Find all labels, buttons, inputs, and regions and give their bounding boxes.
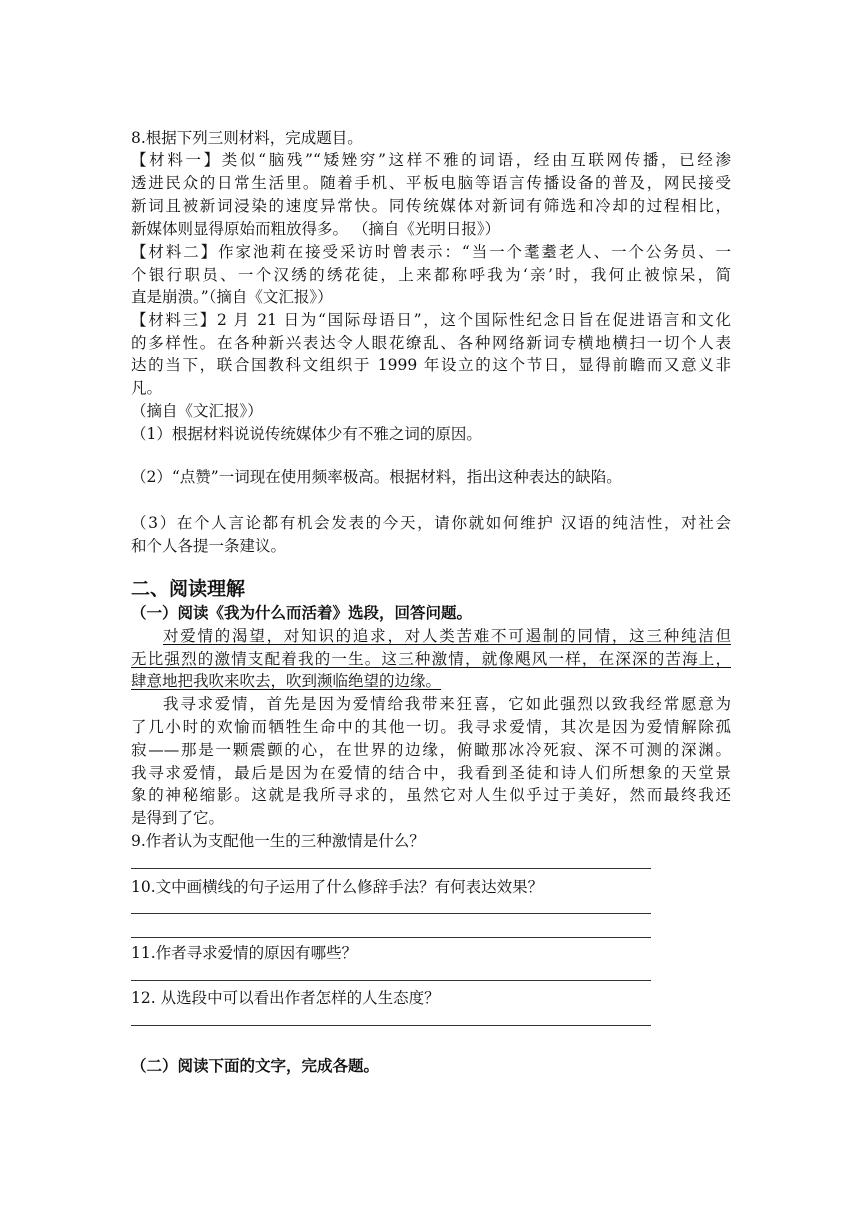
passage-paragraph2-line: 象的神秘缩影。这就是我所寻求的，虽然它对人生似乎过于美好，然而最终我还 xyxy=(131,786,731,804)
q8-sub1: （1）根据材料说说传统媒体少有不雅之词的原因。 xyxy=(131,425,482,443)
passage-paragraph2-line: 我寻求爱情，最后是因为在爱情的结合中，我看到圣徒和诗人们所想象的天堂景 xyxy=(131,764,731,782)
passage-paragraph2-line: 了几小时的欢愉而牺牲生命中的其他一切。我寻求爱情，其次是因为爱情解除孤 xyxy=(131,718,731,736)
part2-heading: （二）阅读下面的文字，完成各题。 xyxy=(131,1056,380,1075)
answer-line[interactable] xyxy=(131,913,651,914)
passage-paragraph2-line: 寂——那是一颗震颤的心，在世界的边缘，俯瞰那冰冷死寂、深不可测的深渊。 xyxy=(131,741,731,759)
material1-line: 【材料一】类似“脑残”“矮矬穷”这样不雅的词语，经由互联网传播，已经渗 xyxy=(131,151,731,169)
material1-line: 新媒体则显得原始而粗放得多。 （摘自《光明日报》） xyxy=(131,220,501,238)
answer-line[interactable] xyxy=(131,980,651,981)
q8-sub2: （2）“点赞”一词现在使用频率极高。根据材料，指出这种表达的缺陷。 xyxy=(131,468,622,486)
material2-line: 个银行职员、一个汉绣的绣花徒，上来都称呼我为‘亲’时，我何止被惊呆，简 xyxy=(131,266,731,284)
question-9: 9.作者认为支配他一生的三种激情是什么？ xyxy=(131,832,425,850)
material2-line: 【材料二】作家池莉在接受采访时曾表示：“当一个耄耋老人、一个公务员、一 xyxy=(131,243,731,261)
material3-line: 的多样性。在各种新兴表达令人眼花缭乱、各种网络新词专横地横扫一切个人表 xyxy=(131,334,731,352)
material3-line: 凡。 xyxy=(131,379,163,397)
passage-paragraph2-line: 我寻求爱情，首先是因为爱情给我带来狂喜，它如此强烈以致我经常愿意为 xyxy=(163,695,731,713)
passage-paragraph1-line: 无比强烈的激情支配着我的一生。这三种激情，就像飓风一样，在深深的苦海上， xyxy=(131,650,731,668)
material1-line: 透进民众的日常生活里。随着手机、平板电脑等语言传播设备的普及，网民接受 xyxy=(131,174,731,192)
material3-source: （摘自《文汇报》） xyxy=(131,402,263,420)
answer-line[interactable] xyxy=(131,937,651,938)
question-11: 11.作者寻求爱情的原因有哪些？ xyxy=(131,944,358,962)
passage-paragraph1-line: 对爱情的渴望，对知识的追求，对人类苦难不可遏制的同情，这三种纯洁但 xyxy=(163,627,731,645)
answer-line[interactable] xyxy=(131,868,651,869)
question-12: 12. 从选段中可以看出作者怎样的人生态度？ xyxy=(131,989,440,1007)
question-10: 10.文中画横线的句子运用了什么修辞手法？有何表达效果？ xyxy=(131,878,544,896)
answer-line[interactable] xyxy=(131,1025,651,1026)
q8-sub3-line: 和个人各提一条建议。 xyxy=(131,537,287,555)
passage-paragraph2-line: 是得到了它。 xyxy=(131,809,225,827)
material2-line: 直是崩溃。”（摘自《文汇报》） xyxy=(131,288,333,306)
passage-paragraph1-line: 肆意地把我吹来吹去，吹到濒临绝望的边缘。 xyxy=(131,672,442,690)
q8-sub3-line: （3）在个人言论都有机会发表的今天，请你就如何维护 汉语的纯洁性，对社会 xyxy=(131,514,731,532)
material3-line: 【材料三】2 月 21 日为“国际母语日”，这个国际性纪念日旨在促进语言和文化 xyxy=(131,311,731,329)
q8-title: 8.根据下列三则材料，完成题目。 xyxy=(131,129,363,147)
material3-line: 达的当下，联合国教科文组织于 1999 年设立的这个节日，显得前瞻而又意义非 xyxy=(131,356,731,374)
section-heading: 二、阅读理解 xyxy=(131,578,246,600)
material1-line: 新词且被新词浸染的速度异常快。同传统媒体对新词有筛选和冷却的过程相比， xyxy=(131,197,731,215)
part1-heading: （一）阅读《我为什么而活着》选段，回答问题。 xyxy=(131,603,473,622)
